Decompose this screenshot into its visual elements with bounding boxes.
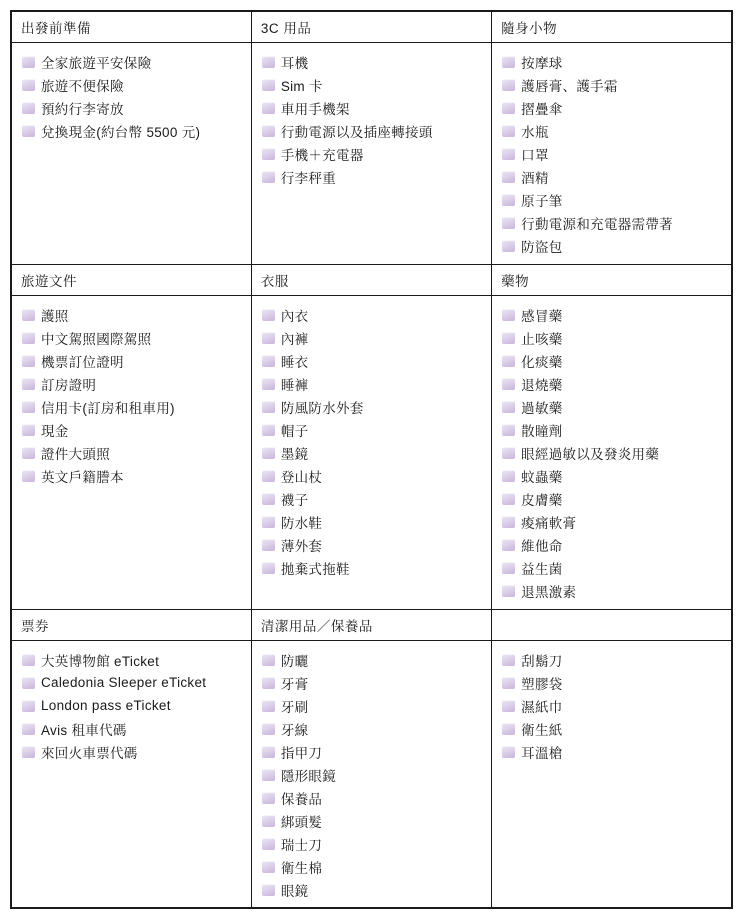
checkbox-icon[interactable] [502, 654, 515, 666]
checkbox-icon[interactable] [262, 424, 275, 436]
list-item [502, 740, 727, 763]
list-item [502, 533, 727, 556]
item-label: 原子筆 [521, 193, 563, 209]
list-item [22, 395, 247, 418]
item-label: 衛生棉 [280, 860, 323, 876]
section-body-3c-gear [251, 43, 491, 265]
checkbox-icon[interactable] [262, 677, 275, 689]
list-item [502, 188, 727, 211]
section-header-misc [492, 610, 732, 641]
item-label: 衛生紙 [521, 722, 563, 738]
list-item [262, 763, 487, 786]
item-label: 止咳藥 [521, 331, 563, 347]
checkbox-icon[interactable] [502, 677, 515, 689]
list-item [22, 326, 247, 349]
item-label: 刮鬍刀 [521, 653, 563, 669]
checkbox-icon[interactable] [502, 355, 515, 367]
list-item [262, 303, 487, 326]
checkbox-icon[interactable] [262, 654, 275, 666]
checkbox-icon[interactable] [22, 309, 35, 321]
list-item [502, 73, 727, 96]
item-label: 按摩球 [521, 55, 563, 71]
item-label: 內衣 [280, 308, 309, 324]
checkbox-icon[interactable] [502, 56, 515, 68]
checkbox-icon[interactable] [262, 309, 275, 321]
body-row-2 [11, 296, 732, 610]
list-item [22, 671, 247, 694]
packing-checklist-table [10, 10, 733, 909]
item-label: 指甲刀 [280, 745, 323, 761]
checkbox-icon[interactable] [262, 562, 275, 574]
header-row-3 [11, 610, 732, 641]
checkbox-icon[interactable] [502, 516, 515, 528]
list-item [502, 510, 727, 533]
item-label: 訂房證明 [41, 377, 97, 393]
checkbox-icon[interactable] [502, 125, 515, 137]
item-label: 蚊蟲藥 [521, 469, 563, 485]
list-item [22, 372, 247, 395]
checkbox-icon[interactable] [22, 700, 35, 712]
item-label: Sim 卡 [280, 78, 323, 94]
checkbox-icon[interactable] [22, 723, 35, 735]
checkbox-icon[interactable] [262, 539, 275, 551]
item-label: 帽子 [280, 423, 309, 439]
checkbox-icon[interactable] [262, 470, 275, 482]
list-item [502, 464, 727, 487]
item-label: 登山杖 [280, 469, 323, 485]
item-label: 英文戶籍謄本 [41, 469, 124, 485]
item-label: 散瞳劑 [521, 423, 563, 439]
checkbox-icon[interactable] [22, 424, 35, 436]
list-item [262, 349, 487, 372]
list-item [502, 372, 727, 395]
section-header-personal-items: 隨身小物 [492, 11, 732, 43]
checkbox-icon[interactable] [22, 746, 35, 758]
item-label: Avis 租車代碼 [41, 722, 127, 738]
list-item [22, 740, 247, 763]
item-label: 過敏藥 [521, 400, 563, 416]
section-header-toiletries-skincare: 清潔用品／保養品 [251, 610, 491, 641]
checkbox-icon[interactable] [262, 493, 275, 505]
list-item [262, 786, 487, 809]
section-header-clothes: 衣服 [251, 265, 491, 296]
checkbox-icon[interactable] [262, 447, 275, 459]
list-item [502, 694, 727, 717]
item-label: 綁頭髮 [280, 814, 323, 830]
item-label: 睡褲 [280, 377, 309, 393]
item-label: 兌換現金(約台幣 5500 元) [41, 124, 201, 140]
item-label: 機票訂位證明 [41, 354, 124, 370]
item-label: 化痰藥 [521, 354, 563, 370]
list-item [502, 96, 727, 119]
item-label: 護唇膏、護手霜 [521, 78, 618, 94]
item-label: 耳溫槍 [521, 745, 563, 761]
item-label: 襪子 [280, 492, 309, 508]
checkbox-icon[interactable] [262, 884, 275, 896]
list-item [262, 694, 487, 717]
list-item [262, 717, 487, 740]
header-row-2 [11, 265, 732, 296]
list-item [22, 418, 247, 441]
item-label: 行動電源和充電器需帶著 [521, 216, 673, 232]
item-label: 益生菌 [521, 561, 563, 577]
list-item [262, 533, 487, 556]
list-item [262, 464, 487, 487]
item-label: 痠痛軟膏 [521, 515, 577, 531]
section-body-misc [492, 641, 732, 909]
item-label: 防風防水外套 [280, 400, 364, 416]
checkbox-icon[interactable] [22, 470, 35, 482]
checkbox-icon[interactable] [262, 125, 275, 137]
item-label: 防水鞋 [280, 515, 323, 531]
checkbox-icon[interactable] [22, 677, 35, 689]
list-item [262, 395, 487, 418]
list-item [262, 50, 487, 73]
list-item [502, 648, 727, 671]
list-item [262, 73, 487, 96]
list-item [22, 119, 247, 142]
list-item [502, 211, 727, 234]
checkbox-icon[interactable] [502, 723, 515, 735]
item-label: 現金 [41, 423, 69, 439]
item-label: 皮膚藥 [521, 492, 563, 508]
checkbox-icon[interactable] [262, 815, 275, 827]
list-item [502, 234, 727, 257]
item-label: 眼經過敏以及發炎用藥 [521, 446, 660, 462]
item-label: 內褲 [280, 331, 309, 347]
list-item [262, 372, 487, 395]
checkbox-icon[interactable] [502, 171, 515, 183]
checkbox-icon[interactable] [262, 516, 275, 528]
checkbox-icon[interactable] [262, 769, 275, 781]
section-body-clothes [251, 296, 491, 610]
list-item [262, 418, 487, 441]
item-label: 預約行李寄放 [41, 101, 124, 117]
item-label: 塑膠袋 [521, 676, 563, 692]
checkbox-icon[interactable] [22, 102, 35, 114]
list-item [502, 349, 727, 372]
checkbox-icon[interactable] [22, 401, 35, 413]
checkbox-icon[interactable] [262, 171, 275, 183]
item-label: 眼鏡 [280, 883, 309, 899]
list-item [262, 855, 487, 878]
section-header-travel-documents: 旅遊文件 [11, 265, 251, 296]
checkbox-icon[interactable] [262, 792, 275, 804]
checkbox-icon[interactable] [262, 378, 275, 390]
checkbox-icon[interactable] [502, 539, 515, 551]
checkbox-icon[interactable] [502, 562, 515, 574]
checkbox-icon[interactable] [502, 424, 515, 436]
list-item [22, 441, 247, 464]
checkbox-icon[interactable] [262, 56, 275, 68]
section-body-toiletries-skincare [251, 641, 491, 909]
list-item [262, 648, 487, 671]
item-label: 行李秤重 [280, 170, 337, 186]
list-item [262, 809, 487, 832]
checkbox-icon[interactable] [262, 401, 275, 413]
list-item [262, 441, 487, 464]
checkbox-icon[interactable] [502, 240, 515, 252]
section-header-tickets: 票券 [11, 610, 251, 641]
checkbox-icon[interactable] [502, 102, 515, 114]
list-item [22, 648, 247, 671]
item-label: 護照 [41, 308, 69, 324]
list-item [262, 878, 487, 901]
item-label: 防曬 [280, 653, 309, 669]
list-item [502, 119, 727, 142]
item-label: 車用手機架 [280, 101, 350, 117]
checkbox-icon[interactable] [22, 355, 35, 367]
item-label: 酒精 [521, 170, 549, 186]
checkbox-icon[interactable] [262, 148, 275, 160]
checkbox-icon[interactable] [502, 470, 515, 482]
checkbox-icon[interactable] [22, 654, 35, 666]
item-label: 薄外套 [280, 538, 323, 554]
list-item [502, 165, 727, 188]
section-body-personal-items [492, 43, 732, 265]
item-label: 全家旅遊平安保險 [41, 55, 152, 71]
list-item [502, 717, 727, 740]
list-item [22, 694, 247, 717]
item-label: 牙膏 [280, 676, 309, 692]
list-item [502, 579, 727, 602]
checkbox-icon[interactable] [502, 217, 515, 229]
checkbox-icon[interactable] [22, 447, 35, 459]
item-label: 旅遊不便保險 [41, 78, 124, 94]
list-item [22, 73, 247, 96]
section-body-travel-documents [11, 296, 251, 610]
list-item [502, 487, 727, 510]
checkbox-icon[interactable] [22, 79, 35, 91]
list-item [262, 556, 487, 579]
section-header-medicine: 藥物 [492, 265, 732, 296]
checkbox-icon[interactable] [502, 585, 515, 597]
list-item [262, 96, 487, 119]
checkbox-icon[interactable] [22, 125, 35, 137]
checkbox-icon[interactable] [502, 700, 515, 712]
checkbox-icon[interactable] [262, 746, 275, 758]
checkbox-icon[interactable] [22, 332, 35, 344]
list-item [502, 671, 727, 694]
list-item [262, 119, 487, 142]
list-item [22, 464, 247, 487]
item-label: 退黑激素 [521, 584, 577, 600]
item-label: 耳機 [280, 55, 309, 71]
checkbox-icon[interactable] [262, 102, 275, 114]
header-row-1 [11, 11, 732, 43]
item-label: Caledonia Sleeper eTicket [41, 675, 207, 690]
checkbox-icon[interactable] [262, 838, 275, 850]
checkbox-icon[interactable] [262, 332, 275, 344]
checkbox-icon[interactable] [262, 700, 275, 712]
list-item [22, 717, 247, 740]
item-label: London pass eTicket [41, 698, 171, 713]
section-body-departure-prep [11, 43, 251, 265]
item-label: 牙刷 [280, 699, 309, 715]
item-label: 口罩 [521, 147, 549, 163]
item-label: 手機＋充電器 [280, 147, 364, 163]
list-item [262, 487, 487, 510]
list-item [262, 326, 487, 349]
list-item [502, 441, 727, 464]
checkbox-icon[interactable] [262, 79, 275, 91]
item-label: 中文駕照國際駕照 [41, 331, 152, 347]
item-label: 退燒藥 [521, 377, 563, 393]
checkbox-icon[interactable] [502, 194, 515, 206]
checkbox-icon[interactable] [502, 378, 515, 390]
item-label: 拋棄式拖鞋 [280, 561, 350, 577]
item-label: 睡衣 [280, 354, 309, 370]
checkbox-icon[interactable] [262, 355, 275, 367]
item-label: 摺疊傘 [521, 101, 563, 117]
list-item [502, 395, 727, 418]
list-item [22, 349, 247, 372]
item-label: 牙線 [280, 722, 309, 738]
list-item [22, 303, 247, 326]
item-label: 濕紙巾 [521, 699, 563, 715]
item-label: 行動電源以及插座轉接頭 [280, 124, 433, 140]
list-item [262, 142, 487, 165]
checkbox-icon[interactable] [502, 148, 515, 160]
list-item [22, 50, 247, 73]
body-row-3 [11, 641, 732, 909]
list-item [262, 740, 487, 763]
list-item [502, 303, 727, 326]
list-item [262, 671, 487, 694]
checkbox-icon[interactable] [502, 746, 515, 758]
checkbox-icon[interactable] [502, 332, 515, 344]
item-label: 大英博物館 eTicket [41, 653, 160, 669]
item-label: 信用卡(訂房和租車用) [41, 400, 175, 416]
list-item [502, 326, 727, 349]
list-item [262, 510, 487, 533]
item-label: 保養品 [280, 791, 323, 807]
item-label: 水瓶 [521, 124, 549, 140]
section-body-tickets [11, 641, 251, 909]
section-body-medicine [492, 296, 732, 610]
checkbox-icon[interactable] [502, 401, 515, 413]
list-item [502, 418, 727, 441]
item-label: 瑞士刀 [280, 837, 323, 853]
item-label: 墨鏡 [280, 446, 309, 462]
body-row-1 [11, 43, 732, 265]
list-item [22, 96, 247, 119]
section-header-3c-gear: 3C 用品 [251, 11, 491, 43]
item-label: 證件大頭照 [41, 446, 110, 462]
checkbox-icon[interactable] [502, 309, 515, 321]
checkbox-icon[interactable] [22, 56, 35, 68]
item-label: 隱形眼鏡 [280, 768, 337, 784]
checkbox-icon[interactable] [502, 447, 515, 459]
item-label: 感冒藥 [521, 308, 563, 324]
list-item [502, 50, 727, 73]
list-item [502, 142, 727, 165]
checkbox-icon[interactable] [262, 723, 275, 735]
list-item [262, 165, 487, 188]
section-header-departure-prep: 出發前準備 [11, 11, 251, 43]
item-label: 來回火車票代碼 [41, 745, 138, 761]
list-item [502, 556, 727, 579]
item-label: 維他命 [521, 538, 563, 554]
checkbox-icon[interactable] [262, 861, 275, 873]
checkbox-icon[interactable] [502, 79, 515, 91]
item-label: 防盜包 [521, 239, 563, 255]
list-item [262, 832, 487, 855]
checkbox-icon[interactable] [22, 378, 35, 390]
checkbox-icon[interactable] [502, 493, 515, 505]
